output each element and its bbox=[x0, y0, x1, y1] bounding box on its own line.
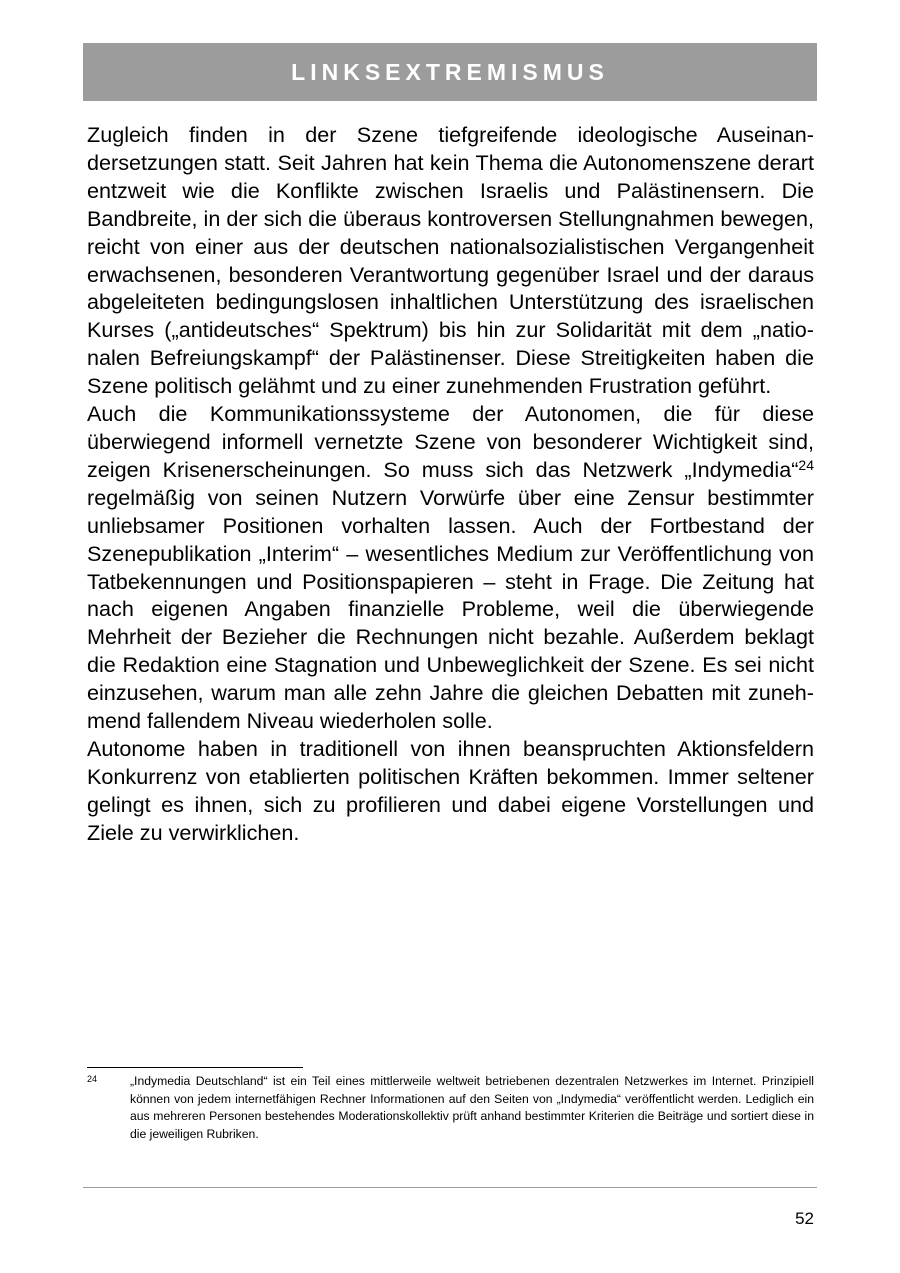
footnote-divider bbox=[87, 1067, 303, 1068]
section-title: LINKSEXTREMISMUS bbox=[291, 58, 609, 85]
footnote-reference[interactable]: 24 bbox=[798, 456, 814, 473]
page-number: 52 bbox=[795, 1209, 814, 1228]
body-text bbox=[87, 121, 814, 847]
footnote-text: „Indymedia Deutschland“ ist ein Teil eines mittlerweile weltweit betriebenen dezentralen Netzwerkes im Internet. Prinzipiell können von jedem internetfähigen Rechner Informationen auf den Seiten von „Indymedia“ veröffentlicht werden. Lediglich ein aus mehreren Personen bestehendes Moderationskollektiv prüft anhand bestimmter Kriterien die Beiträge und sortiert diese in die jeweiligen Rubriken. bbox=[130, 1074, 814, 1141]
footnote-number: 24 bbox=[87, 1074, 98, 1084]
paragraph-competition: Autonome haben in traditionell von ihnen beanspruchten Aktionsfeldern Konkurrenz von etablierten politischen Kräften bekommen. Immer seltener gelingt es ihnen, sich zu profilieren und dabei eigene Vorstellungen und Ziele zu verwirklichen. bbox=[87, 735, 814, 845]
paragraph-text: regelmäßig von seinen Nutzern Vorwürfe über eine Zensur bestimmter unliebsamer Positionen vorhalten lassen. Auch der Fortbestand der Szenepublikation „Interim“ – wesentliches Medium zur Veröffentlichung von Tatbekennungen und Positionspapieren – steht in Frage. Die Zeitung hat nach eigenen Angaben finanzielle Probleme, weil die überwiegende Mehrheit der Bezieher die Rechnungen nicht bezahle. Außerdem beklagt die Redaktion eine Stagnation und Unbeweglichkeit der Szene. Es sei nicht einzusehen, warum man alle zehn Jahre die gleichen Debatten mit zunehmend fallendem Niveau wiederholen solle. bbox=[87, 484, 814, 734]
footnote bbox=[87, 1073, 814, 1143]
paragraph-text: Auch die Kommunikationssysteme der Autonomen, die für diese überwiegend informell vernetzte Szene von besonderer Wichtigkeit sind, zeigen Krisenerscheinungen. So muss sich das Netzwerk „Indymedia“ bbox=[87, 401, 814, 482]
paragraph-ideological-conflicts: Zugleich finden in der Szene tiefgreifende ideologische Auseinandersetzungen statt. Seit Jahren hat kein Thema die Autonomenszene derart entzweit wie die Konflikte zwischen Israelis und Palästinensern. Die Bandbreite, in der sich die überaus kontroversen Stellungnahmen bewegen, reicht von einer aus der deutschen nationalsozialistischen Vergangenheit erwachsenen, besonderen Verantwortung gegenüber Israel und der daraus abgeleiteten bedingungslosen inhaltlichen Unterstützung des israelischen Kurses („antideutsches“ Spektrum) bis hin zur Solidarität mit dem „nationalen Befreiungskampf“ der Palästinenser. Diese Streitigkeiten haben die Szene politisch gelähmt und zu einer zunehmenden Frustration geführt. bbox=[87, 122, 814, 399]
section-header-bar bbox=[83, 43, 817, 101]
paragraph-communication-systems bbox=[87, 400, 814, 735]
page-footer-divider bbox=[83, 1187, 817, 1188]
